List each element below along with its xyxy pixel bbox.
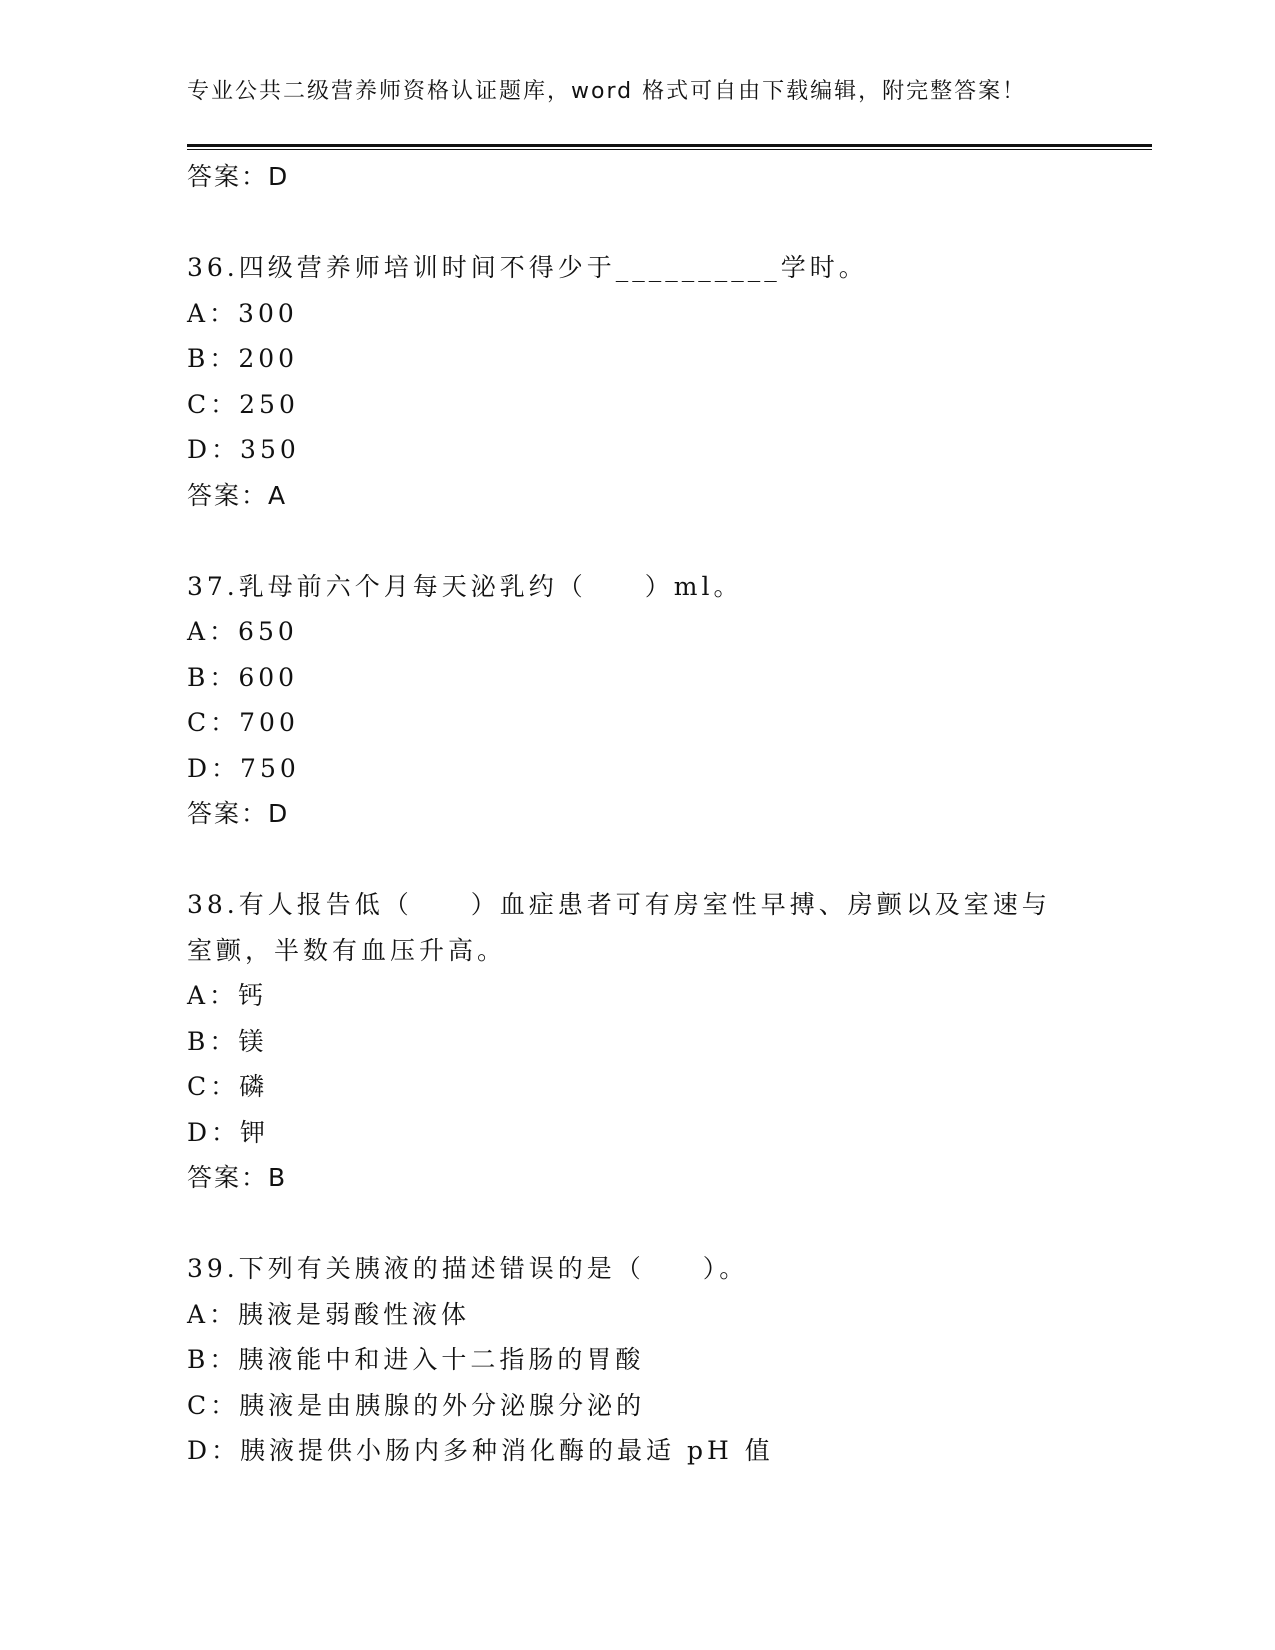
previous-answer: 答案：D — [187, 162, 290, 191]
spacer — [187, 837, 1087, 883]
answer-line: 答案：B — [187, 1163, 288, 1192]
option-c: C：700 — [187, 708, 299, 737]
question-block — [187, 245, 1087, 518]
answer-line: 答案：A — [187, 480, 288, 510]
question-block — [187, 564, 1087, 837]
question-stem: 37.乳母前六个月每天泌乳约（ ）ml。 — [187, 571, 743, 601]
option-b: B：镁 — [187, 1026, 268, 1056]
question-content — [187, 154, 1087, 1474]
option-d: D：钾 — [187, 1117, 270, 1147]
spacer — [187, 518, 1087, 564]
spacer — [187, 1201, 1087, 1247]
option-d: D：750 — [187, 753, 300, 783]
header-divider — [187, 144, 1152, 150]
option-c: C：磷 — [187, 1072, 269, 1101]
question-stem: 39.下列有关胰液的描述错误的是（ ）。 — [187, 1254, 749, 1283]
question-block — [187, 1246, 1087, 1474]
spacer — [187, 200, 1087, 246]
option-b: B：胰液能中和进入十二指肠的胃酸 — [187, 1345, 645, 1374]
question-block — [187, 882, 1087, 1201]
option-c: C：250 — [187, 389, 299, 419]
option-c: C：胰液是由胰腺的外分泌腺分泌的 — [187, 1390, 646, 1420]
answer-line: 答案：D — [187, 799, 290, 828]
option-b: B：600 — [187, 662, 299, 692]
option-a: A：钙 — [187, 981, 268, 1010]
question-stem: 38.有人报告低（ ）血症患者可有房室性早搏、房颤以及室速与室颤，半数有血压升高。 — [187, 890, 1051, 965]
question-stem: 36.四级营养师培训时间不得少于__________学时。 — [187, 253, 868, 282]
option-a: A：胰液是弱酸性液体 — [187, 1299, 471, 1329]
option-b: B：200 — [187, 344, 299, 373]
option-d: D：胰液提供小肠内多种消化酶的最适 pH 值 — [187, 1436, 774, 1465]
page-header: 专业公共二级营养师资格认证题库，word 格式可自由下载编辑，附完整答案！ — [187, 79, 1027, 104]
option-a: A：300 — [187, 298, 298, 328]
option-a: A：650 — [187, 617, 298, 646]
option-d: D：350 — [187, 435, 300, 464]
